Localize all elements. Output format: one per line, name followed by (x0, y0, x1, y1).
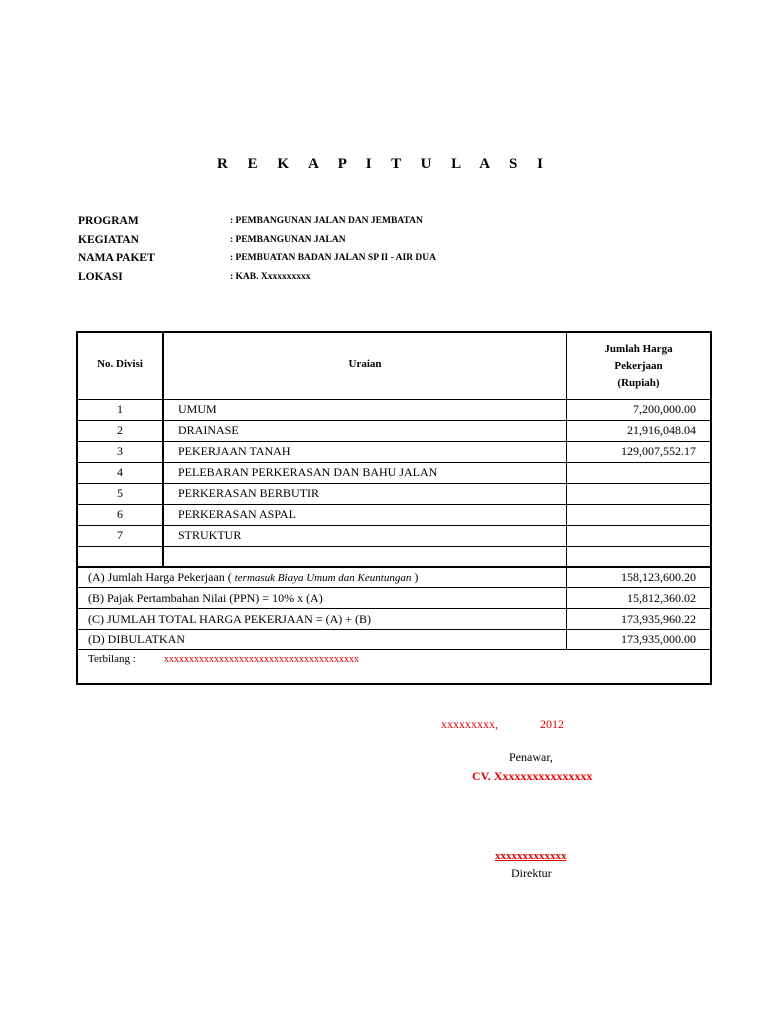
row-uraian: PERKERASAN ASPAL (178, 507, 296, 521)
summary-a-note: termasuk Biaya Umum dan Keuntungan (234, 572, 412, 584)
document-title: R E K A P I T U L A S I (217, 156, 551, 172)
signature-year: 2012 (540, 717, 564, 731)
info-value: : PEMBUATAN BADAN JALAN SP II - AIR DUA (230, 253, 437, 264)
recap-table (76, 331, 712, 685)
row-divider (78, 649, 710, 650)
info-key: LOKASI (78, 270, 123, 283)
summary-b-amount: 15,812,360.02 (627, 591, 696, 605)
row-no: 5 (117, 486, 123, 500)
row-divider (78, 504, 710, 505)
summary-d-amount: 173,935,000.00 (621, 632, 696, 646)
summary-a-suffix: ) (411, 570, 419, 584)
terbilang-label: Terbilang : (88, 653, 136, 665)
row-divider (78, 546, 710, 547)
row-uraian: STRUKTUR (178, 528, 242, 542)
signature-position: Direktur (511, 866, 552, 880)
summary-c-label: (C) JUMLAH TOTAL HARGA PEKERJAAN = (A) + (B) (88, 612, 372, 626)
header-jumlah-line: Pekerjaan (614, 360, 663, 372)
signature-penawar: Penawar, (509, 750, 553, 764)
info-row-nama-paket (78, 249, 436, 268)
row-amount: 129,007,552.17 (621, 444, 696, 458)
row-divider (78, 629, 710, 630)
row-no: 3 (117, 444, 123, 458)
header-jumlah-line: Jumlah Harga (604, 343, 673, 355)
row-divider (78, 483, 710, 484)
terbilang-value: xxxxxxxxxxxxxxxxxxxxxxxxxxxxxxxxxxxxxxx (164, 654, 359, 665)
summary-c-amount: 173,935,960.22 (621, 612, 696, 626)
info-key: KEGIATAN (78, 233, 139, 246)
summary-a-prefix: (A) Jumlah Harga Pekerjaan ( (88, 570, 235, 584)
row-divider (78, 399, 710, 400)
info-key: NAMA PAKET (78, 252, 155, 265)
header-jumlah (567, 341, 710, 392)
info-row-kegiatan (78, 231, 436, 250)
row-divider (78, 462, 710, 463)
summary-a-label (88, 570, 418, 585)
row-no: 2 (117, 423, 123, 437)
row-no: 1 (117, 402, 123, 416)
row-no: 7 (117, 528, 123, 542)
row-divider (78, 608, 710, 609)
signature-place: xxxxxxxxx, (441, 717, 498, 731)
summary-a-amount: 158,123,600.20 (621, 570, 696, 584)
row-divider (78, 441, 710, 442)
row-amount: 21,916,048.04 (627, 423, 696, 437)
header-no-divisi: No. Divisi (97, 358, 143, 370)
row-divider (78, 525, 710, 526)
summary-d-label: (D) DIBULATKAN (88, 632, 185, 646)
info-row-program (78, 212, 436, 231)
row-uraian: UMUM (178, 402, 217, 416)
row-no: 4 (117, 465, 123, 479)
header-uraian: Uraian (348, 358, 382, 370)
signature-name: xxxxxxxxxxxxx (495, 850, 567, 862)
row-uraian: PERKERASAN BERBUTIR (178, 486, 320, 500)
info-row-lokasi (78, 268, 436, 287)
row-uraian: PEKERJAAN TANAH (178, 444, 291, 458)
project-info (78, 212, 436, 286)
info-key: PROGRAM (78, 215, 139, 228)
row-divider (78, 420, 710, 421)
row-uraian: PELEBARAN PERKERASAN DAN BAHU JALAN (178, 465, 438, 479)
summary-b-label: (B) Pajak Pertambahan Nilai (PPN) = 10% x (A) (88, 591, 323, 605)
row-no: 6 (117, 507, 123, 521)
header-jumlah-line: (Rupiah) (617, 377, 660, 389)
row-divider (78, 587, 710, 588)
row-amount: 7,200,000.00 (633, 402, 696, 416)
signature-company: CV. Xxxxxxxxxxxxxxxx (472, 769, 593, 783)
info-value: : KAB. Xxxxxxxxxx (230, 271, 311, 282)
info-value: : PEMBANGUNAN JALAN DAN JEMBATAN (230, 216, 423, 227)
row-divider (78, 566, 710, 568)
info-value: : PEMBANGUNAN JALAN (230, 234, 346, 245)
row-uraian: DRAINASE (178, 423, 239, 437)
